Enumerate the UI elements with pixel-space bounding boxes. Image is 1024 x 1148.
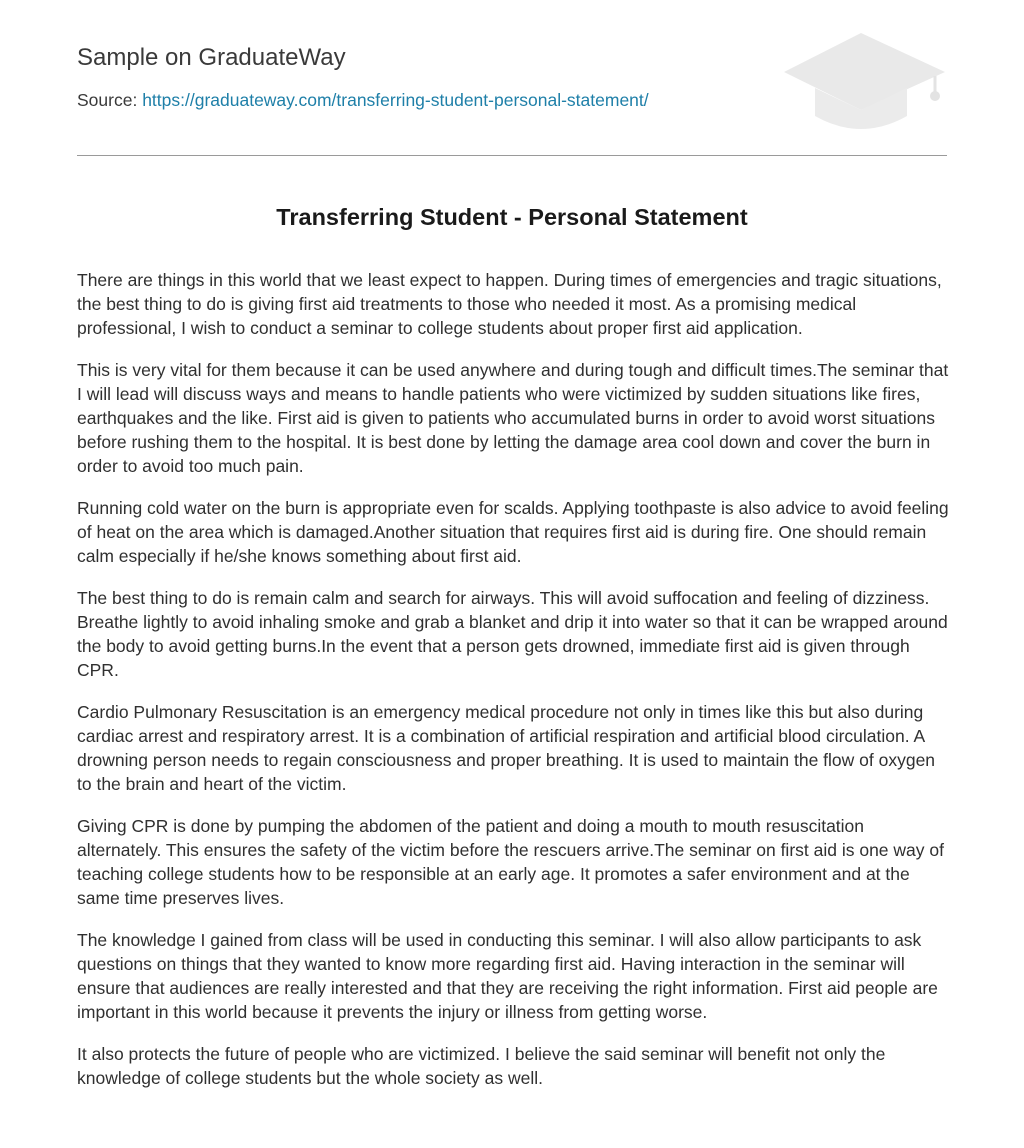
graduation-cap-icon	[781, 30, 947, 132]
paragraph: It also protects the future of people who are victimized. I believe the said seminar will benefit not only the knowledge of college students but the whole society as well.	[77, 1044, 886, 1088]
paragraph: Giving CPR is done by pumping the abdomen of the patient and doing a mouth to mouth resuscitation alternately. This ensures the safety of the victim before the rescuers arrive.The seminar on first aid is one way of teaching college students how to be responsible at an early age. It promotes a safer environment and at the same time preserves lives.	[77, 816, 944, 908]
source-label: Source:	[77, 90, 138, 110]
paragraph: The knowledge I gained from class will be used in conducting this seminar. I will also allow participants to ask questions on things that they wanted to know more regarding first aid. Having interaction in the seminar will ensure that audiences are really interested and that they are receiving the right information. First aid people are important in this world because it prevents the injury or illness from getting worse.	[77, 930, 938, 1022]
paragraph: Cardio Pulmonary Resuscitation is an emergency medical procedure not only in times like this but also during cardiac arrest and respiratory arrest. It is a combination of artificial respiration and artificial blood circulation. A drowning person needs to regain consciousness and proper breathing. It is used to maintain the flow of oxygen to the brain and heart of the victim.	[77, 702, 936, 794]
page-header	[77, 0, 947, 156]
paragraph: The best thing to do is remain calm and search for airways. This will avoid suffocation and feeling of dizziness. Breathe lightly to avoid inhaling smoke and grab a blanket and drip it into water so that it can be wrapped around the body to avoid getting burns.In the event that a person gets drowned, immediate first aid is given through CPR.	[77, 588, 948, 680]
paragraph: There are things in this world that we least expect to happen. During times of emergencies and tragic situations, the best thing to do is giving first aid treatments to those who needed it most. As a promising medical professional, I wish to conduct a seminar to college students about proper first aid application.	[77, 270, 942, 338]
source-line	[77, 90, 649, 111]
paragraph: This is very vital for them because it can be used anywhere and during tough and difficult times.The seminar that I will lead will discuss ways and means to handle patients who were victimized by sudden situations like fires, earthquakes and the like. First aid is given to patients who accumulated burns in order to avoid worst situations before rushing them to the hospital. It is best done by letting the damage area cool down and cover the burn in order to avoid too much pain.	[77, 360, 949, 476]
source-link[interactable]: https://graduateway.com/transferring-student-personal-statement/	[142, 90, 649, 110]
paragraph: Running cold water on the burn is appropriate even for scalds. Applying toothpaste is also advice to avoid feeling of heat on the area which is damaged.Another situation that requires first aid is during fire. One should remain calm especially if he/she knows something about first aid.	[77, 498, 949, 566]
article-body	[77, 268, 951, 1108]
header-divider	[77, 155, 947, 156]
site-name: Sample on GraduateWay	[77, 44, 346, 71]
article-title: Transferring Student - Personal Statement	[276, 204, 748, 230]
